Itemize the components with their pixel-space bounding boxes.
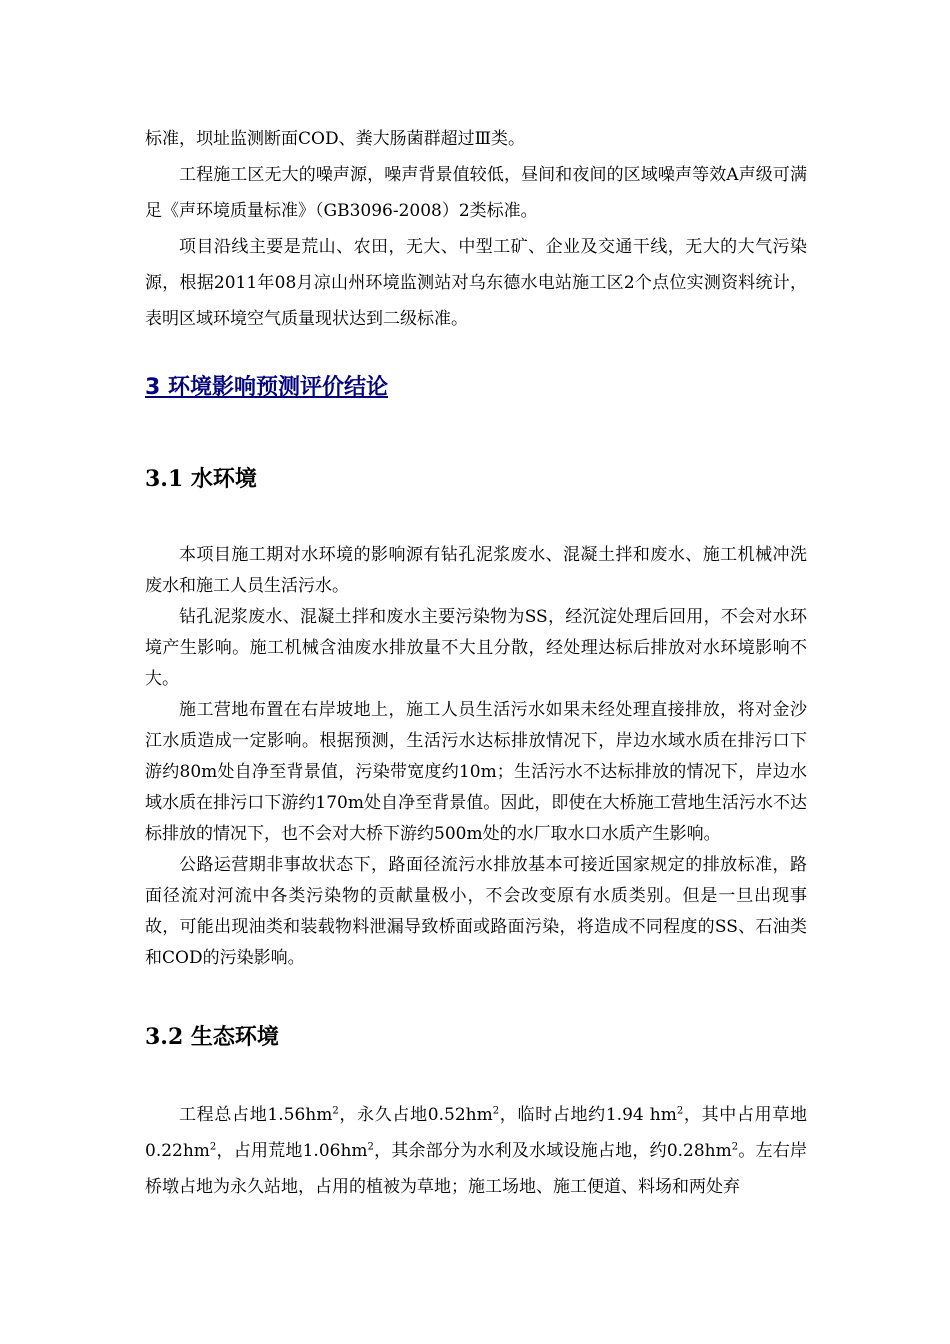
- paragraph-continuation: 标准，坝址监测断面COD、粪大肠菌群超过Ⅲ类。: [145, 129, 525, 149]
- superscript: 2: [492, 1105, 500, 1117]
- water-section: [145, 540, 807, 974]
- eco-text-6: ，其余部分为水利及水域设施占地，约0.28hm: [373, 1141, 732, 1161]
- heading-section-3-1: 3.1 水环境: [145, 466, 257, 492]
- paragraph-water-sources: 本项目施工期对水环境的影响源有钻孔泥浆废水、混凝土拌和废水、施工机械冲洗废水和施工人员生活污水。: [145, 545, 807, 596]
- heading-section-3-2: 3.2 生态环境: [145, 1024, 279, 1050]
- superscript: 2: [367, 1141, 374, 1153]
- eco-section: [145, 1097, 807, 1205]
- top-section: [145, 121, 807, 337]
- eco-text-4: ，其中占用草地0.22hm: [145, 1105, 808, 1161]
- superscript: 2: [332, 1105, 339, 1117]
- superscript: 2: [676, 1105, 684, 1117]
- paragraph-air: 项目沿线主要是荒山、农田，无大、中型工矿、企业及交通干线，无大的大气污染源，根据2011年08月凉山州环境监测站对乌东德水电站施工区2个点位实测资料统计，表明区域环境空气质量现状达到二级标准。: [145, 237, 807, 329]
- eco-text-3: ，临时占地约1.94 hm: [499, 1105, 677, 1125]
- eco-text-2: ，永久占地0.52hm: [338, 1105, 493, 1125]
- paragraph-noise: 工程施工区无大的噪声源，噪声背景值较低，昼间和夜间的区域噪声等效A声级可满足《声环境质量标准》（GB3096-2008）2类标准。: [145, 165, 807, 221]
- superscript: 2: [731, 1141, 739, 1153]
- eco-text-1: 工程总占地1.56hm: [179, 1105, 333, 1125]
- paragraph-eco-land: [145, 1097, 807, 1205]
- paragraph-water-operation: 公路运营期非事故状态下，路面径流污水排放基本可接近国家规定的排放标准，路面径流对河流中各类污染物的贡献量极小，不会改变原有水质类别。但是一旦出现事故，可能出现油类和装载物料泄漏导致桥面或路面污染，将造成不同程度的SS、石油类和COD的污染影响。: [145, 855, 807, 968]
- eco-text-7: 。左右岸桥墩占地为永久站地，占用的植被为草地；施工场地、施工便道、料场和两处弃: [145, 1141, 808, 1197]
- eco-text-5: ，占用荒地1.06hm: [216, 1141, 368, 1161]
- paragraph-water-slurry: 钻孔泥浆废水、混凝土拌和废水主要污染物为SS，经沉淀处理后回用，不会对水环境产生影响。施工机械含油废水排放量不大且分散，经处理达标后排放对水环境影响不大。: [145, 607, 807, 689]
- paragraph-water-camp: 施工营地布置在右岸坡地上，施工人员生活污水如果未经处理直接排放，将对金沙江水质造成一定影响。根据预测，生活污水达标排放情况下，岸边水域水质在排污口下游约80m处自净至背景值，污染带宽度约10m；生活污水不达标排放的情况下，岸边水域水质在排污口下游约170m处自净至背景值。因此，即使在大桥施工营地生活污水不达标排放的情况下，也不会对大桥下游约500m处的水厂取水口水质产生影响。: [145, 700, 807, 844]
- superscript: 2: [209, 1141, 217, 1153]
- heading-section-3[interactable]: 3 环境影响预测评价结论: [145, 375, 388, 400]
